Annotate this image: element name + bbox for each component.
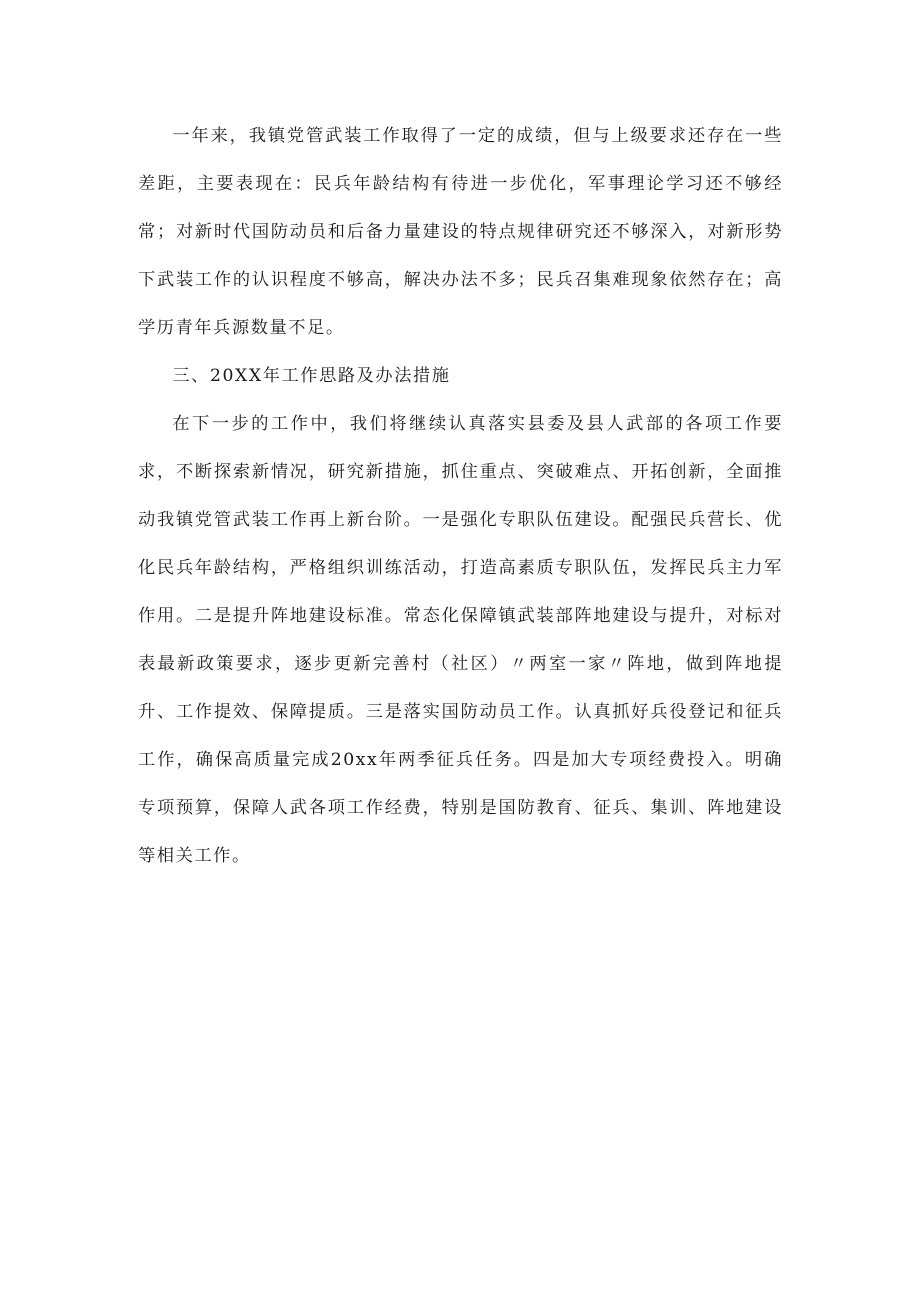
paragraph-shortcomings: 一年来，我镇党管武装工作取得了一定的成绩，但与上级要求还存在一些差距，主要表现在：民兵年龄结构有待进一步优化，军事理论学习还不够经常；对新时代国防动员和后备力量建设的特点规律研究还不够深入，对新形势下武装工作的认识程度不够高，解决办法不多；民兵召集难现象依然存在；高学历青年兵源数量不足。 [138, 126, 783, 338]
document-body [138, 112, 783, 880]
section-heading-work-plan: 三、20XX年工作思路及办法措施 [172, 366, 451, 386]
paragraph-measures: 在下一步的工作中，我们将继续认真落实县委及县人武部的各项工作要求，不断探索新情况，研究新措施，抓住重点、突破难点、开拓创新，全面推动我镇党管武装工作再上新台阶。一是强化专职队伍建设。配强民兵营长、优化民兵年龄结构，严格组织训练活动，打造高素质专职队伍，发挥民兵主力军作用。二是提升阵地建设标准。常态化保障镇武装部阵地建设与提升，对标对表最新政策要求，逐步更新完善村（社区）〃两室一家〃阵地，做到阵地提升、工作提效、保障提质。三是落实国防动员工作。认真抓好兵役登记和征兵工作，确保高质量完成20xx年两季征兵任务。四是加大专项经费投入。明确专项预算，保障人武各项工作经费，特别是国防教育、征兵、集训、阵地建设等相关工作。 [138, 414, 783, 866]
